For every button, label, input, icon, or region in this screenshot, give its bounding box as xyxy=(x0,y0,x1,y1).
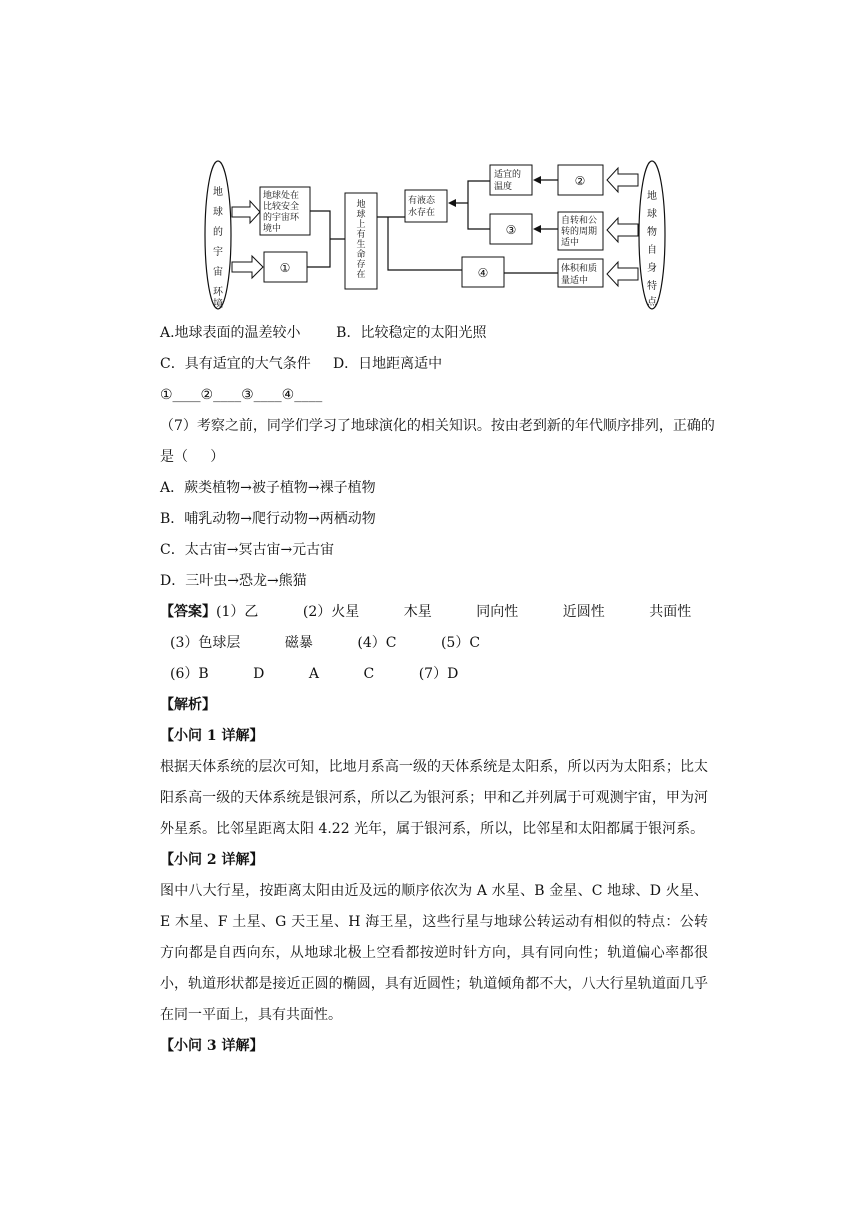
right-oval-char: 点 xyxy=(647,297,657,308)
hollow-arrow-icon xyxy=(232,256,263,278)
svg-text:命: 命 xyxy=(356,250,366,260)
analysis-label: 【解析】 xyxy=(160,697,216,713)
svg-text:有: 有 xyxy=(356,230,366,240)
arrow-head-icon xyxy=(448,199,456,207)
question-7-stem-cont: 是（ ） xyxy=(160,449,225,465)
blanks-line: ①____②____③____④____ xyxy=(160,387,323,403)
arrow-head-icon xyxy=(533,225,541,233)
answer-values-1: (1）乙 (2）火星 木星 同向性 近圆性 共面性 xyxy=(216,604,692,620)
svg-text:存: 存 xyxy=(356,260,366,270)
left-oval-char: 宙 xyxy=(213,267,223,278)
question-7-stem: （7）考察之前，同学们学习了地球演化的相关知识。按由老到新的年代顺序排列，正确的 xyxy=(160,418,715,434)
answer-label: 【答案】 xyxy=(160,604,216,620)
sub-question-2-explanation: 图中八大行星，按距离太阳由近及远的顺序依次为 A 水星、B 金星、C 地球、D 火星、E 木星、F 土星、G 天王星、H 海王星，这些行星与地球公转运动有相似的特点：公转方向都是自西向东，从地球北极上空看都按逆时针方向，具有同向性；轨道偏心率都很小，轨道形状都是接近正圆的椭圆，具有近圆性；轨道倾角都不大，八大行星轨道面几乎在同一平面上，具有共面性。 xyxy=(160,883,708,1023)
svg-text:比较安全: 比较安全 xyxy=(263,202,300,212)
svg-text:体积和质: 体积和质 xyxy=(561,264,598,274)
svg-text:转的周期: 转的周期 xyxy=(561,227,598,237)
hollow-arrow-icon xyxy=(607,168,638,192)
sub-question-2-label: 【小问 2 详解】 xyxy=(160,852,264,868)
right-oval-char: 身 xyxy=(647,263,657,274)
svg-text:地: 地 xyxy=(356,200,366,210)
options-line-2: C．具有适宜的大气条件 D．日地距离适中 xyxy=(160,356,443,372)
arrow-head-icon xyxy=(533,176,541,184)
left-oval-char: 宇 xyxy=(213,247,223,258)
right-oval-char: 特 xyxy=(647,281,657,292)
connector-line xyxy=(377,217,462,270)
svg-text:的宇宙环: 的宇宙环 xyxy=(263,213,300,223)
left-oval-char: 地 xyxy=(213,187,223,198)
svg-text:生: 生 xyxy=(356,240,366,250)
question-7-option-a: A．蕨类植物→被子植物→裸子植物 xyxy=(160,480,376,496)
left-oval-char: 境 xyxy=(213,299,223,310)
svg-text:地球处在: 地球处在 xyxy=(263,191,300,201)
svg-text:在: 在 xyxy=(356,270,366,280)
right-oval-char: 地 xyxy=(647,191,657,202)
sub-question-1-explanation: 根据天体系统的层次可知，比地月系高一级的天体系统是太阳系，所以丙为太阳系；比太阳系高一级的天体系统是银河系，所以乙为银河系；甲和乙并列属于可观测宇宙，甲为河外星系。比邻星距离太阳 4.22 光年，属于银河系，所以，比邻星和太阳都属于银河系。 xyxy=(160,759,708,837)
question-7-option-d: D．三叶虫→恐龙→熊猫 xyxy=(160,573,307,589)
hollow-arrow-icon xyxy=(232,201,260,223)
sub-question-1-label: 【小问 1 详解】 xyxy=(160,728,264,744)
svg-text:境中: 境中 xyxy=(263,224,282,234)
answer-line-1 xyxy=(160,602,691,622)
svg-text:自转和公: 自转和公 xyxy=(561,216,598,226)
svg-text:水存在: 水存在 xyxy=(408,208,436,218)
svg-text:适中: 适中 xyxy=(561,238,580,248)
blank-2-label: ② xyxy=(574,174,586,188)
connector-line xyxy=(453,181,490,229)
hollow-arrow-icon xyxy=(607,262,638,286)
question-7-option-c: C．太古宙→冥古宙→元古宙 xyxy=(160,542,335,558)
answer-line-2: (3）色球层 磁暴 (4）C (5）C xyxy=(170,635,481,651)
answer-line-3: (6）B D A C (7）D xyxy=(170,666,459,682)
sub-question-3-label: 【小问 3 详解】 xyxy=(160,1038,264,1054)
right-oval-char: 自 xyxy=(647,245,657,256)
blank-3-label: ③ xyxy=(505,223,517,237)
blank-1-label: ① xyxy=(279,261,291,275)
earth-life-conditions-diagram xyxy=(200,157,670,317)
svg-text:球: 球 xyxy=(356,210,366,220)
options-line-1: A.地球表面的温差较小 B．比较稳定的太阳光照 xyxy=(160,325,487,341)
connector-line xyxy=(307,211,345,267)
left-oval-char: 球 xyxy=(213,207,223,218)
blank-4-label: ④ xyxy=(477,266,489,280)
hollow-arrow-icon xyxy=(607,218,638,242)
left-oval-char: 环 xyxy=(213,287,223,298)
right-oval-char: 物 xyxy=(647,227,657,238)
svg-text:上: 上 xyxy=(356,220,366,230)
right-oval-char: 球 xyxy=(647,209,657,220)
svg-text:适宜的: 适宜的 xyxy=(494,170,522,180)
svg-text:量适中: 量适中 xyxy=(561,276,589,286)
svg-text:温度: 温度 xyxy=(494,182,513,192)
left-oval-char: 的 xyxy=(213,227,223,238)
svg-text:有液态: 有液态 xyxy=(408,196,436,206)
question-7-option-b: B．哺乳动物→爬行动物→两栖动物 xyxy=(160,511,376,527)
